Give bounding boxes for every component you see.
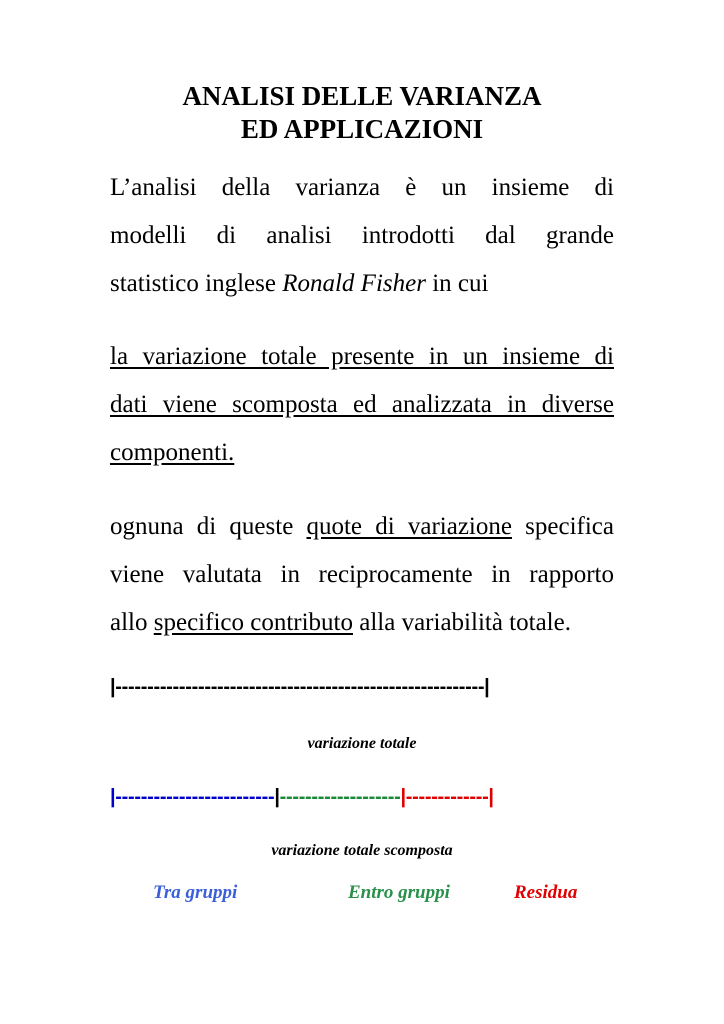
definition-line-1-text: la variazione totale presente in un insieme di: [110, 343, 614, 370]
quote-paragraph: [110, 503, 614, 647]
fisher-name: Ronald Fisher: [282, 270, 426, 297]
quote-line-1-underlined: quote di variazione: [306, 513, 512, 540]
intro-line-2: modelli di analisi introdotti dal grande: [110, 222, 614, 249]
between-groups-segment: -------------------------: [115, 786, 275, 808]
quote-line-1-pre: ognuna di queste: [110, 513, 307, 540]
title-line-2: ED APPLICAZIONI: [240, 114, 484, 144]
split-separator-1: |: [274, 786, 280, 808]
quote-line-3-pre: allo: [110, 609, 154, 636]
total-variation-bar: |----------------------------------------------------------|: [110, 676, 490, 698]
title-line-1: ANALISI DELLE VARIANZA: [182, 81, 542, 111]
legend-within-groups: Entro gruppi: [348, 882, 450, 903]
intro-line-1: L’analisi della varianza è un insieme di: [110, 174, 614, 201]
split-start: |: [110, 786, 116, 808]
intro-line-3: [110, 260, 614, 308]
quote-line-2: viene valutata in reciprocamente in rapporto: [110, 561, 614, 588]
intro-line-3-pre: statistico inglese: [110, 270, 283, 297]
definition-line-3-text: componenti.: [110, 439, 235, 466]
definition-line-3: [110, 429, 614, 477]
definition-line-1: [110, 333, 614, 381]
legend-residual: Residua: [514, 882, 578, 903]
definition-paragraph: [110, 333, 614, 477]
definition-line-2: [110, 381, 614, 429]
quote-line-3: [110, 599, 614, 647]
definition-line-2-text: dati viene scomposta ed analizzata in diverse: [110, 391, 614, 418]
quote-line-3-underlined: specifico contributo: [153, 609, 353, 636]
legend-between-groups: Tra gruppi: [153, 882, 238, 903]
residual-segment: -------------|: [405, 786, 494, 808]
quote-line-1-post: specifica: [511, 513, 614, 540]
decomposed-variation-bar: [110, 786, 614, 809]
split-separator-2: |: [400, 786, 406, 808]
decomposed-variation-caption: variazione totale scomposta: [271, 842, 453, 859]
total-variation-caption: variazione totale: [307, 735, 417, 752]
intro-paragraph: [110, 164, 614, 308]
intro-line-3-post: in cui: [425, 270, 489, 297]
quote-line-1: [110, 503, 614, 551]
quote-line-3-post: alla variabilità totale.: [353, 609, 571, 636]
within-groups-segment: -------------------: [279, 786, 401, 808]
